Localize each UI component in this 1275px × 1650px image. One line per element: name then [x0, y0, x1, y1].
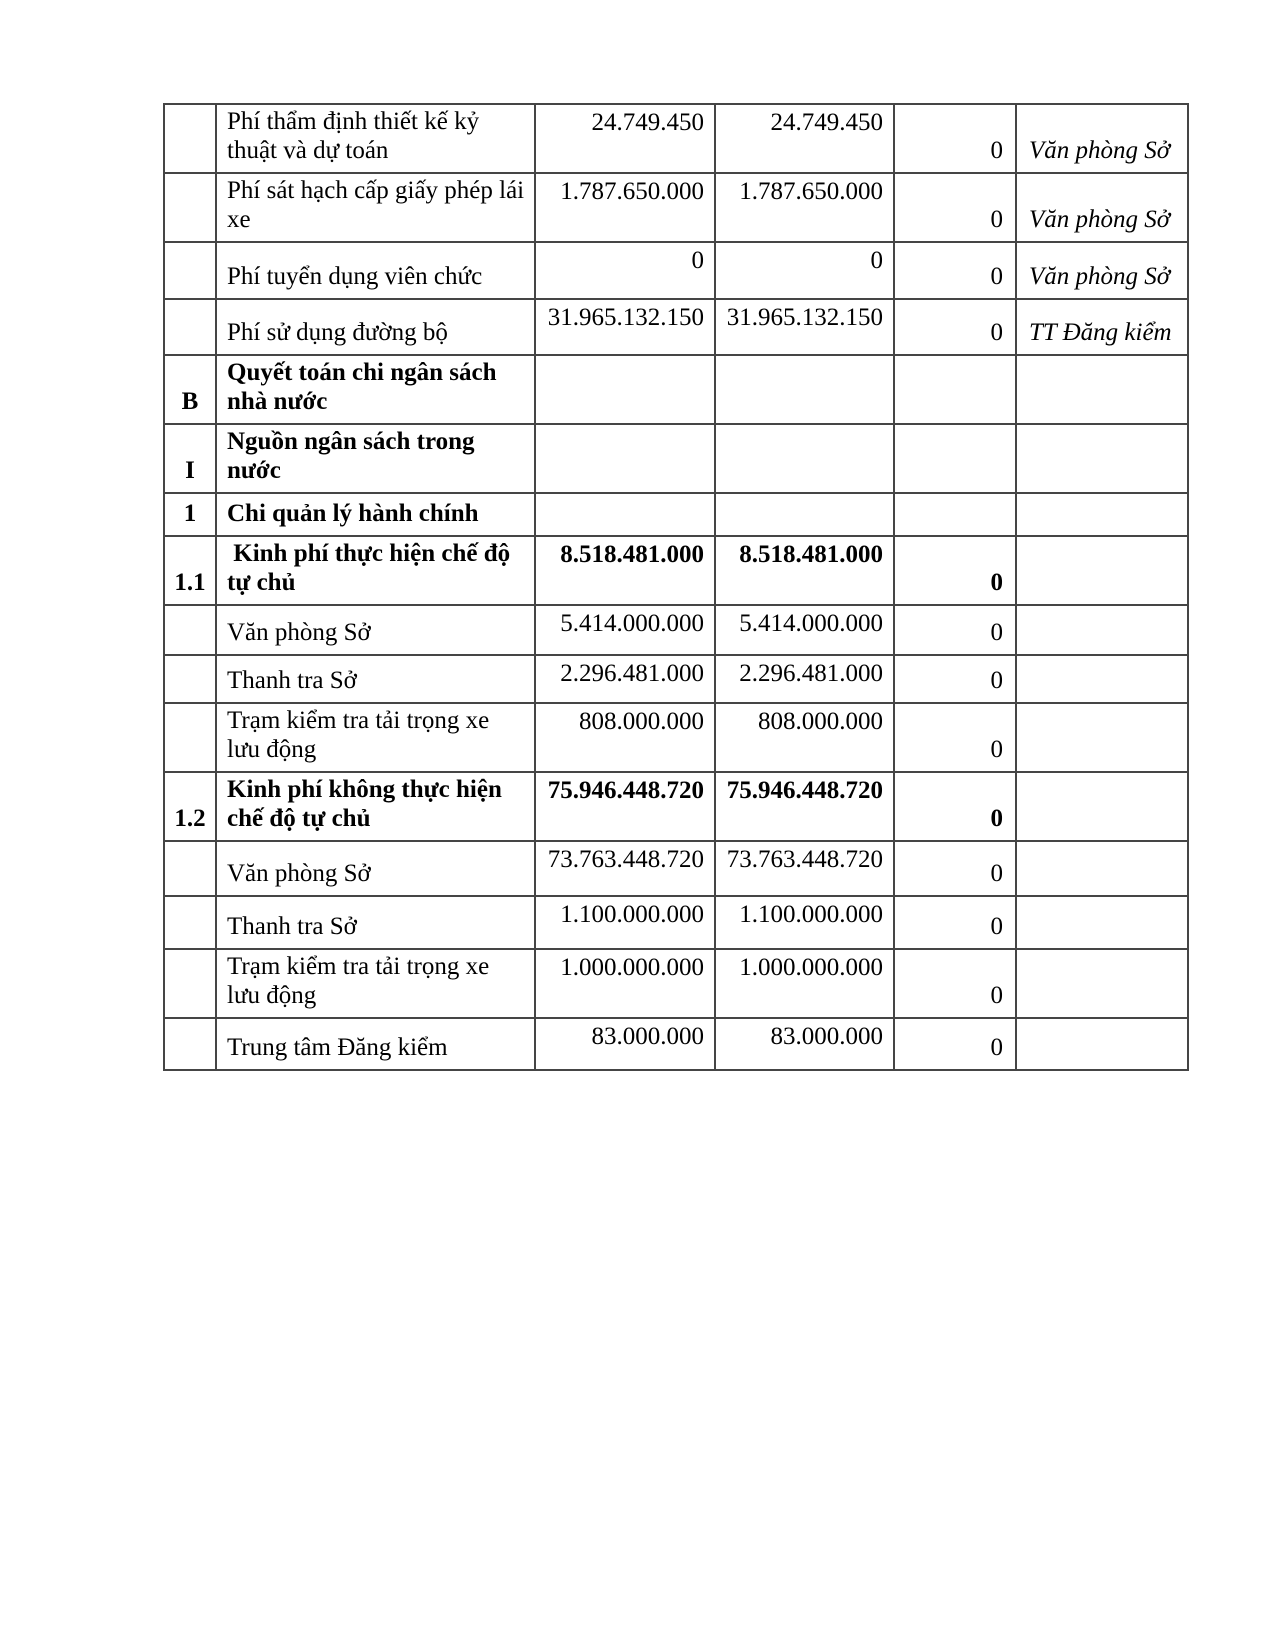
- table-row: [164, 949, 1188, 1018]
- table-row: [164, 242, 1188, 299]
- cell-difference: [894, 493, 1016, 536]
- cell-item: Trạm kiểm tra tải trọng xe lưu động: [216, 703, 535, 772]
- cell-item: Phí sử dụng đường bộ: [216, 299, 535, 355]
- cell-amount-estimate: 1.100.000.000: [535, 896, 715, 949]
- cell-amount-settled: 24.749.450: [715, 104, 894, 173]
- cell-amount-estimate: 1.000.000.000: [535, 949, 715, 1018]
- cell-index: [164, 605, 216, 655]
- cell-org-unit: [1016, 1018, 1188, 1070]
- cell-amount-settled: [715, 355, 894, 424]
- cell-amount-settled: 0: [715, 242, 894, 299]
- cell-difference: 0: [894, 772, 1016, 841]
- cell-item: Chi quản lý hành chính: [216, 493, 535, 536]
- table-row-section-1-2: [164, 772, 1188, 841]
- cell-item: Nguồn ngân sách trong nước: [216, 424, 535, 493]
- table-row: [164, 173, 1188, 242]
- cell-index: [164, 173, 216, 242]
- cell-org-unit: [1016, 703, 1188, 772]
- table-row-section-1: [164, 493, 1188, 536]
- cell-amount-estimate: 24.749.450: [535, 104, 715, 173]
- cell-amount-estimate: 31.965.132.150: [535, 299, 715, 355]
- cell-index: [164, 841, 216, 896]
- cell-difference: 0: [894, 242, 1016, 299]
- cell-amount-estimate: 8.518.481.000: [535, 536, 715, 605]
- cell-index: [164, 703, 216, 772]
- table-row: [164, 299, 1188, 355]
- cell-index: [164, 949, 216, 1018]
- cell-amount-settled: 1.787.650.000: [715, 173, 894, 242]
- cell-index: [164, 104, 216, 173]
- cell-amount-estimate: [535, 355, 715, 424]
- table-row-section-B: [164, 355, 1188, 424]
- cell-amount-settled: 75.946.448.720: [715, 772, 894, 841]
- cell-index: 1: [164, 493, 216, 536]
- cell-difference: 0: [894, 605, 1016, 655]
- cell-item: Văn phòng Sở: [216, 605, 535, 655]
- cell-org-unit: Văn phòng Sở: [1016, 173, 1188, 242]
- cell-difference: [894, 355, 1016, 424]
- cell-index: 1.1: [164, 536, 216, 605]
- cell-org-unit: Văn phòng Sở: [1016, 242, 1188, 299]
- cell-difference: 0: [894, 949, 1016, 1018]
- cell-amount-estimate: 808.000.000: [535, 703, 715, 772]
- cell-org-unit: [1016, 493, 1188, 536]
- table-row: [164, 104, 1188, 173]
- cell-difference: 0: [894, 104, 1016, 173]
- cell-amount-estimate: 5.414.000.000: [535, 605, 715, 655]
- cell-amount-settled: 2.296.481.000: [715, 655, 894, 703]
- cell-index: 1.2: [164, 772, 216, 841]
- cell-org-unit: [1016, 772, 1188, 841]
- cell-org-unit: [1016, 355, 1188, 424]
- cell-item: Văn phòng Sở: [216, 841, 535, 896]
- cell-amount-estimate: 83.000.000: [535, 1018, 715, 1070]
- cell-org-unit: [1016, 605, 1188, 655]
- cell-item: Thanh tra Sở: [216, 896, 535, 949]
- cell-amount-estimate: 73.763.448.720: [535, 841, 715, 896]
- cell-org-unit: TT Đăng kiểm: [1016, 299, 1188, 355]
- table-row-section-1-1: [164, 536, 1188, 605]
- cell-item: Thanh tra Sở: [216, 655, 535, 703]
- cell-item: Quyết toán chi ngân sách nhà nước: [216, 355, 535, 424]
- budget-settlement-table: [163, 103, 1189, 1071]
- cell-difference: 0: [894, 299, 1016, 355]
- cell-org-unit: [1016, 536, 1188, 605]
- table-row: [164, 1018, 1188, 1070]
- table-row: [164, 703, 1188, 772]
- table-row-section-I: [164, 424, 1188, 493]
- cell-org-unit: [1016, 841, 1188, 896]
- cell-item: Trung tâm Đăng kiểm: [216, 1018, 535, 1070]
- cell-org-unit: [1016, 655, 1188, 703]
- cell-org-unit: [1016, 896, 1188, 949]
- cell-item: Phí sát hạch cấp giấy phép lái xe: [216, 173, 535, 242]
- cell-difference: 0: [894, 1018, 1016, 1070]
- cell-difference: 0: [894, 896, 1016, 949]
- cell-item: Phí tuyển dụng viên chức: [216, 242, 535, 299]
- cell-difference: [894, 424, 1016, 493]
- cell-amount-estimate: 0: [535, 242, 715, 299]
- cell-amount-settled: 1.100.000.000: [715, 896, 894, 949]
- cell-amount-estimate: 2.296.481.000: [535, 655, 715, 703]
- table-row: [164, 896, 1188, 949]
- cell-difference: 0: [894, 655, 1016, 703]
- table-row: [164, 605, 1188, 655]
- cell-amount-estimate: 75.946.448.720: [535, 772, 715, 841]
- cell-index: [164, 896, 216, 949]
- cell-item: Trạm kiểm tra tải trọng xe lưu động: [216, 949, 535, 1018]
- cell-item: Kinh phí không thực hiện chế độ tự chủ: [216, 772, 535, 841]
- cell-index: [164, 242, 216, 299]
- cell-amount-estimate: [535, 493, 715, 536]
- cell-amount-settled: 808.000.000: [715, 703, 894, 772]
- cell-index: B: [164, 355, 216, 424]
- cell-amount-settled: [715, 424, 894, 493]
- cell-item: Phí thẩm định thiết kế kỷ thuật và dự toán: [216, 104, 535, 173]
- cell-index: [164, 299, 216, 355]
- cell-index: I: [164, 424, 216, 493]
- cell-difference: 0: [894, 841, 1016, 896]
- cell-org-unit: Văn phòng Sở: [1016, 104, 1188, 173]
- cell-amount-settled: 73.763.448.720: [715, 841, 894, 896]
- cell-difference: 0: [894, 703, 1016, 772]
- cell-org-unit: [1016, 424, 1188, 493]
- cell-index: [164, 1018, 216, 1070]
- cell-difference: 0: [894, 173, 1016, 242]
- cell-index: [164, 655, 216, 703]
- cell-amount-settled: 83.000.000: [715, 1018, 894, 1070]
- cell-amount-settled: 1.000.000.000: [715, 949, 894, 1018]
- cell-amount-settled: 31.965.132.150: [715, 299, 894, 355]
- table-row: [164, 655, 1188, 703]
- cell-difference: 0: [894, 536, 1016, 605]
- table-row: [164, 841, 1188, 896]
- cell-org-unit: [1016, 949, 1188, 1018]
- cell-amount-settled: [715, 493, 894, 536]
- cell-amount-settled: 8.518.481.000: [715, 536, 894, 605]
- cell-amount-settled: 5.414.000.000: [715, 605, 894, 655]
- cell-amount-estimate: 1.787.650.000: [535, 173, 715, 242]
- cell-item: Kinh phí thực hiện chế độ tự chủ: [216, 536, 535, 605]
- cell-amount-estimate: [535, 424, 715, 493]
